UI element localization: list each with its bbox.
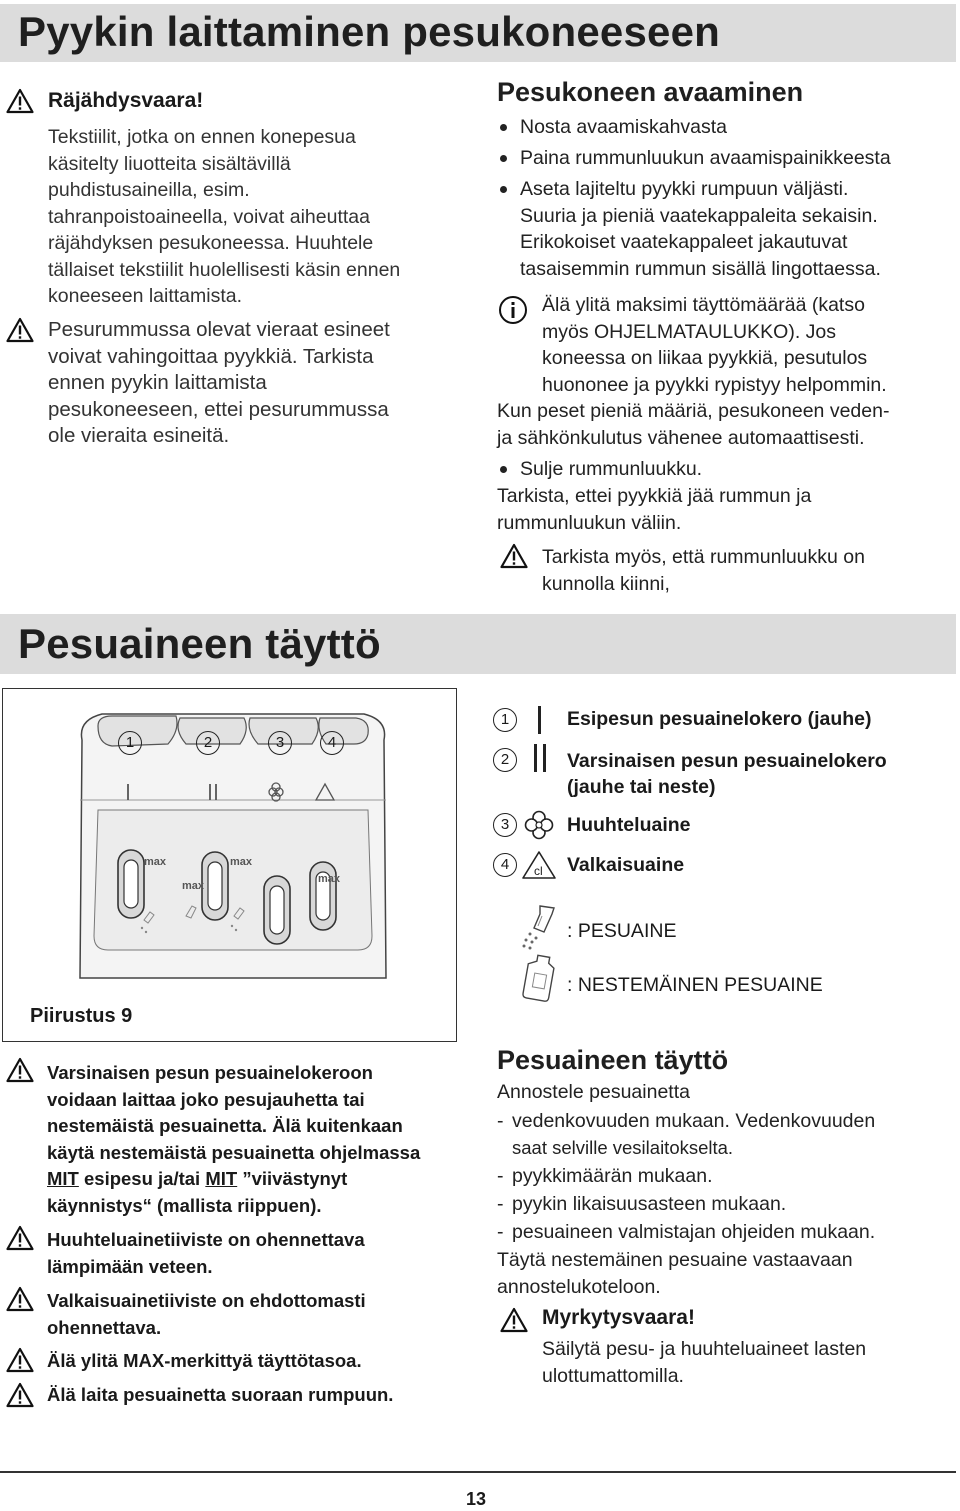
max-level-warning: Älä ylitä MAX-merkittyä täyttötasoa. [47,1350,362,1371]
liquid-fill-text [497,1247,853,1301]
text-line: Erikokoiset vaatekappaleet jakautuvat [520,231,848,253]
text-line: rummunluukun väliin. [497,511,682,534]
text-line: annostelukoteloon. [497,1276,661,1298]
no-direct-drum-warning: Älä laita pesuainetta suoraan rumpuun. [47,1384,394,1405]
check-gap-text [497,483,811,536]
text-line: ennen pyykin laittamista [48,371,267,394]
legend-number-3: 3 [493,813,517,837]
close-door-bullet: Sulje rummunluukku. [520,458,703,480]
mainwash-symbol-icon [534,744,537,772]
bullet [500,155,507,162]
legend-label-2 [567,748,887,800]
figure-caption: Piirustus 9 [30,1005,133,1027]
section-title-band [0,4,956,62]
text-span: ”viivästynyt [237,1168,348,1189]
text-line: Aseta lajiteltu pyykki rumpuun väljästi. [520,178,849,200]
text-line [47,1166,420,1193]
text-line: Suuria ja pieniä vaatekappaleita sekaisin. [520,204,878,227]
legend-number-4: 4 [493,853,517,877]
text-line: lämpimään veteen. [47,1255,213,1277]
underlined-word: MIT [47,1168,79,1189]
detergent-warnings [47,1060,420,1219]
opening-bullet-2: Paina rummunluukun avaamispainikkeesta [520,147,891,169]
text-line: käsitelty liuotteita sisältävillä [48,152,291,175]
text-line: Täytä nestemäinen pesuaine vastaavaan [497,1249,853,1271]
text-line: Tarkista myös, että rummunluukku on [542,546,865,568]
text-line: huononee ja pyykki rypistyy helpommin. [542,373,887,396]
bullet [500,466,507,473]
text-line: räjähdyksen pesukoneessa. Huuhtele [48,232,374,254]
svg-text:cl: cl [534,864,543,878]
text-line: ole vieraita esineitä. [48,424,230,447]
page-number: 13 [466,1489,487,1509]
figure-number-1: 1 [118,731,142,755]
text-line: puhdistusaineilla, esim. [48,179,250,201]
text-line: tällaiset tekstiilit huolellisesti käsin ennen [48,258,401,281]
explosion-heading: Räjähdysvaara! [48,89,204,112]
warning-icon [6,1225,34,1251]
dosing-dash-3: - [497,1193,504,1215]
text-line: vedenkovuuden mukaan. Vedenkovuuden [512,1110,876,1132]
dosing-dash-1: - [497,1110,504,1132]
bleach-warning [47,1288,366,1341]
bleach-triangle-icon [521,850,557,880]
text-line: Huuhteluainetiiviste on ohennettava [47,1229,365,1250]
text-line: Tarkista, ettei pyykkiä jää rummun ja [497,485,812,507]
dosing-dash-2: - [497,1165,504,1187]
figure-number-4: 4 [320,731,344,755]
opening-bullet-1: Nosta avaamiskahvasta [520,116,728,138]
footer-rule [0,1471,956,1473]
figure-number-3: 3 [268,731,292,755]
dosing-item-2: pyykkimäärän mukaan. [512,1165,713,1187]
page-title: Pyykin laittaminen pesukoneeseen [18,8,721,55]
text-line: kunnolla kiinni, [542,572,670,595]
text-line: Varsinaisen pesun pesuainelokeroon [47,1062,373,1083]
text-line: saat selville vesilaitokselta. [512,1136,734,1158]
max-label: max [144,856,167,868]
dosing-dash-4: - [497,1221,504,1243]
dosing-item-3: pyykin likaisuusasteen mukaan. [512,1193,787,1215]
text-line: Valkaisuainetiiviste on ehdottomasti [47,1290,366,1311]
text-line: myös OHJELMATAULUKKO). Jos [542,320,836,343]
max-label: max [230,856,253,868]
text-line: käytä nestemäistä pesuainetta ohjelmassa [47,1141,421,1163]
text-line: nestemäistä pesuainetta. Älä kuitenkaan [47,1115,403,1136]
text-line: ulottumattomilla. [542,1364,684,1387]
text-span: esipesu ja/tai [78,1168,206,1189]
text-line: (jauhe tai neste) [567,776,716,798]
bullet [500,186,507,193]
opening-heading: Pesukoneen avaaminen [497,77,804,107]
small-load-text [497,398,889,451]
legend-label-4: Valkaisuaine [567,854,685,876]
text-line: ohennettava. [47,1316,162,1338]
figure-number-2: 2 [196,731,220,755]
explosion-text [48,124,400,310]
legend-number-2: 2 [493,748,517,772]
warning-icon [6,88,34,114]
max-label: max [318,873,341,885]
mainwash-symbol-icon-bar [543,744,546,772]
text-line: Tekstiilit, jotka on ennen konepesua [48,126,356,148]
dosing-item-4: pesuaineen valmistajan ohjeiden mukaan. [512,1221,876,1243]
warning-icon [6,1347,34,1373]
powder-label: : PESUAINE [567,920,677,942]
text-line: Varsinaisen pesun pesuainelokero [567,750,887,772]
dosing-item-1 [512,1108,875,1161]
text-line: käynnistys“ (mallista riippuen). [47,1194,322,1216]
text-line: ja sähkönkulutus vähenee automaattisesti. [497,426,865,449]
info-icon [498,295,528,325]
section-title-band [0,614,956,674]
softener-warning [47,1227,365,1280]
text-line: pesukoneeseen, ettei pesurummussa [48,397,389,421]
poison-text [542,1336,866,1389]
text-line: tahranpoistoaineella, voivat aiheuttaa [48,205,370,228]
text-line: Älä ylitä maksimi täyttömäärää (katso [542,294,865,316]
poison-heading: Myrkytysvaara! [542,1306,695,1329]
warning-icon [500,1307,528,1333]
warning-icon [6,317,34,343]
underlined-word: MIT [205,1168,238,1189]
prewash-symbol-icon [538,706,541,734]
legend-label-3: Huuhteluaine [567,814,691,836]
text-line: Pesurummussa olevat vieraat esineet [48,318,390,341]
warning-icon [6,1286,34,1312]
door-closed-warning [542,544,865,597]
text-line: voivat vahingoittaa pyykkiä. Tarkista [48,344,374,368]
bullet [500,124,507,131]
powder-detergent-icon [518,902,562,952]
dosing-heading: Pesuaineen täyttö [497,1045,729,1075]
section-title: Pesuaineen täyttö [18,620,381,667]
text-line: koneeseen laittamista. [48,285,243,307]
legend-number-1: 1 [493,708,517,732]
dosing-intro: Annostele pesuainetta [497,1081,690,1103]
foreign-objects-text [48,317,390,450]
max-label: max [182,880,205,892]
warning-icon [6,1382,34,1408]
info-text [542,292,887,398]
text-line: Säilytä pesu- ja huuhteluaineet lasten [542,1338,867,1360]
legend-label-1: Esipesun pesuainelokero (jauhe) [567,708,872,730]
text-line: voidaan laittaa joko pesujauhetta tai [47,1088,365,1110]
text-line: koneessa on liikaa pyykkiä, pesutulos [542,347,868,369]
text-line: Kun peset pieniä määriä, pesukoneen veden- [497,400,890,422]
softener-flower-icon [523,809,555,841]
liquid-detergent-icon [520,952,560,1004]
opening-bullet-3 [520,176,881,282]
warning-icon [6,1057,34,1083]
text-line: tasaisemmin rummun sisällä lingottaessa. [520,257,881,280]
liquid-label: : NESTEMÄINEN PESUAINE [567,974,823,996]
warning-icon [500,543,528,569]
